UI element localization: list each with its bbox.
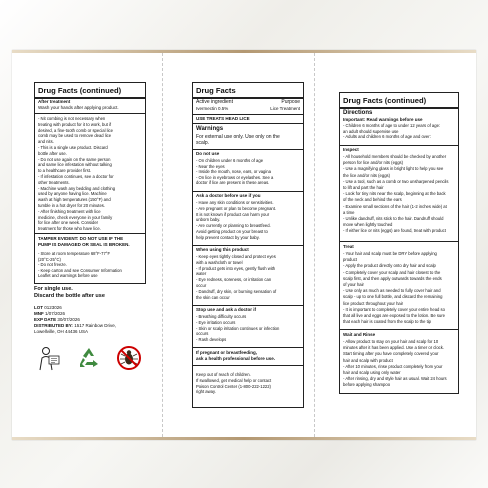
list-line: used by anyone having lice. Machine [38, 191, 107, 197]
divider [35, 113, 145, 114]
stop-use-label: Stop use and ask a doctor if [196, 307, 257, 312]
list-line: to a healthcare provider first. [38, 168, 92, 174]
list-line: - Eye irritation occurs [196, 319, 236, 325]
gold-top-stripe [12, 50, 476, 53]
distributor-line2: Lowellville, OH 44436 USA [34, 329, 89, 334]
list-line: - Inside the mouth, nose, ears, or vagina [196, 169, 271, 175]
list-line: hair and scalp using only water [343, 370, 401, 375]
list-line: - Allow product to stay on your hair and scalp for 10 [343, 339, 439, 344]
list-line: - Apply the product directly onto dry hair and scalp [343, 263, 436, 269]
list-line: - Are pregnant or plan to become pregnant. [196, 205, 277, 211]
list-line: and nits. [38, 139, 54, 145]
divider [193, 245, 303, 246]
divider [340, 107, 458, 109]
list-line: a time [343, 209, 355, 215]
product-label-sheet [12, 50, 476, 440]
list-line: the skin can occur [196, 294, 230, 300]
purpose-label: Purpose [281, 99, 300, 105]
divider [193, 149, 303, 150]
list-line: that all live and eggs are exposed to the lotion. Be sure [343, 313, 445, 318]
list-line: Leaflet and warnings before use [38, 273, 98, 279]
single-use-text: For single use. [34, 286, 73, 292]
divider [193, 191, 303, 192]
list-line: with a washcloth or towel [196, 259, 243, 265]
exp-line [34, 317, 80, 323]
list-line: - Use only as much as needed to fully cover hair and [343, 288, 441, 294]
list-line: of the neck and behind the ears [343, 197, 402, 203]
list-line: to lift and part the hair [343, 185, 384, 190]
list-line: - Use a magnifying glass in bright light to help you see [343, 166, 444, 172]
list-line: Avoid getting product on your breast to [196, 229, 268, 234]
list-line: wash at high temperatures (150°F) and [38, 197, 111, 203]
list-line: - On children under 6 months of age [196, 158, 264, 163]
divider [35, 233, 145, 234]
list-line: - After finishing treatment with lice [38, 208, 101, 214]
uses-label: USE TREATS HEAD LICE [196, 116, 250, 121]
box-title: Drug Facts (continued) [343, 96, 427, 105]
list-line: - Are currently or planning to breastfeed. [196, 223, 271, 229]
dist-label: DISTRIBUTED BY: [34, 323, 73, 328]
list-line: minutes after it has been applied. Use a timer or clock. [343, 345, 445, 351]
list-line: - If infestation continues, see a doctor for [38, 174, 114, 179]
list-line: treating with product for it to work, but if [38, 121, 112, 127]
list-line: right away. [196, 389, 216, 395]
list-line: desired, a fine-tooth comb or special lice [38, 127, 113, 133]
list-line: - Near the eyes [196, 163, 225, 169]
when-using-label: When using this product [196, 247, 249, 252]
list-line: tumble in a hot dryer for 20 minutes. [38, 203, 106, 208]
list-line: - Do not use again on the same person [38, 156, 111, 162]
list-line: hair and scalp with product [343, 357, 393, 363]
divider [340, 241, 458, 242]
list-line: Poison Control Center (1-800-222-1222) [196, 383, 271, 389]
dist-value: 1517 Rainbow Drive, [74, 323, 116, 328]
list-line: - On lice in eyebrows or eyelashes. See a [196, 174, 274, 180]
list-line: - Keep carton and see Consumer Information [38, 267, 122, 273]
wait-rinse-label: Wait and Rinse [343, 332, 376, 337]
list-line: person for lice and/or nits (eggs) [343, 160, 404, 166]
divider [193, 123, 303, 124]
list-line: and same lice infestation without talking [38, 162, 112, 168]
divider [340, 145, 458, 146]
list-line: - Breathing difficulty occurs [196, 314, 247, 319]
do-not-use-label: Do not use [196, 151, 220, 156]
list-line: bottle after use. [38, 150, 67, 156]
exp-value: 30/07/2026 [57, 317, 80, 322]
list-line: - Nit combing is not necessary when [38, 116, 106, 121]
warnings-text: For external use only. Use only on the [196, 134, 280, 140]
list-line: an adult should supervise use [343, 128, 399, 134]
important-note: Important: Read warnings before use [343, 117, 423, 122]
directions-label: Directions [343, 110, 373, 116]
list-line: - Examine small sections of the hair (1-2 inches wide) at [343, 203, 447, 209]
ingredient-name: Ivermectin 0.5% [196, 106, 229, 111]
list-line: If swallowed, get medical help or contact [196, 377, 272, 383]
list-line: - Look for tiny nits near the scalp, beginning at the back [343, 191, 446, 197]
divider [193, 305, 303, 306]
treat-label: Treat [343, 244, 354, 249]
list-line: for lice after one week. Consider [38, 220, 99, 226]
no-lice-icon [116, 345, 142, 371]
list-line: - Keep eyes tightly closed and protect eyes [196, 254, 276, 259]
list-line: treatment for those who have lice. [38, 226, 101, 232]
list-line: move when lightly touched [343, 222, 393, 228]
list-line: (20°C-25°C) [38, 256, 61, 262]
list-line: doctor if lice are present in these areas. [196, 180, 270, 186]
tamper-warning: TAMPER EVIDENT: DO NOT USE IF THE [38, 236, 124, 241]
mnf-label: MNF [34, 311, 44, 316]
list-line: product [343, 257, 357, 263]
lot-line [34, 305, 62, 311]
list-line: - If either lice or nits (eggs) are found, treat with product [343, 228, 446, 234]
list-line: - After 10 minutes, rinse product completely from your [343, 363, 443, 369]
tamper-warning-line2: PUMP IS DAMAGED OR SEAL IS BROKEN. [38, 242, 130, 247]
after-treatment-text: Wash your hands after applying product. [38, 105, 119, 110]
ask-doctor-label: Ask a doctor before use if you [196, 193, 261, 198]
list-line: other treatments. [38, 179, 70, 185]
list-line: lice product throughout your hair [343, 300, 404, 306]
list-line: before applying shampoo [343, 382, 391, 388]
discard-text: Discard the bottle after use [34, 293, 105, 299]
pregnancy-warning: If pregnant or breastfeeding, [196, 350, 258, 355]
recycle-icon [76, 345, 102, 371]
divider [340, 329, 458, 330]
list-line: - This is a single use product. Discard [38, 145, 108, 150]
list-line: - Completely cover your scalp and hair closest to the [343, 269, 441, 275]
list-line: - Do not freeze. [38, 262, 67, 268]
list-line: - Skin or scalp irritation continues or infection [196, 325, 280, 331]
mnf-value: 1/07/2026 [45, 311, 66, 316]
warnings-label: Warnings [196, 126, 224, 132]
inspect-label: Inspect [343, 147, 359, 152]
divider [193, 365, 303, 366]
list-line: - Your hair and scalp must be DRY before applying [343, 251, 437, 256]
list-line: occurs [196, 331, 209, 337]
list-line: - Adults and children 6 months of age and over: [343, 134, 431, 140]
fold-line [314, 53, 316, 437]
list-line: scalp - up to one full bottle, and discard the remaining [343, 294, 443, 300]
list-line: scalp first, and then apply outwards towards the ends [343, 275, 442, 281]
list-line: comb may be used to remove dead lice [38, 133, 112, 139]
list-line: It is not known if product can harm your [196, 211, 270, 217]
list-line: help prevent contact by your baby. [196, 234, 260, 240]
list-line: occur [196, 283, 207, 288]
exp-label: EXP DATE [34, 317, 57, 322]
list-line: - Dandruff, dry skin, or burning sensation of [196, 288, 277, 294]
list-line: - Machine wash any bedding and clothing [38, 185, 116, 191]
list-line: - Unlike dandruff, nits stick to the hair. Dandruff should [343, 216, 444, 221]
list-line: unborn baby. [196, 217, 221, 223]
list-line: - After rinsing, dry and style hair as usual. Wait 24 hours [343, 376, 447, 382]
box-title: Drug Facts [196, 86, 236, 95]
drug-facts-continued-box-right [339, 92, 459, 394]
list-line: - It is important to completely cover your entire head so [343, 306, 445, 312]
ingredient-purpose: Lice Treatment [270, 106, 300, 111]
list-line: - Store at room temperature 68°F-77°F [38, 251, 111, 256]
list-line: - Use a tool, such as a comb or two unsharpened pencils [343, 178, 449, 184]
list-line: water [196, 271, 207, 277]
list-line: that each hair is coated from the scalp to the tip [343, 319, 431, 325]
lot-label: LOT [34, 305, 43, 310]
list-line: - If product gets into eyes, gently flush with [196, 265, 276, 271]
distributor-line [34, 323, 116, 329]
fold-line [162, 53, 164, 437]
list-line: - Have any skin conditions or sensitivities. [196, 200, 274, 205]
pregnancy-warning-line2: ask a health professional before use. [196, 356, 276, 361]
list-line: of your hair [343, 282, 364, 287]
list-line: the lice and/or nits (eggs) [343, 172, 391, 178]
divider [193, 347, 303, 348]
list-line: Keep out of reach of children. [196, 372, 251, 377]
drug-facts-continued-box-left [34, 82, 146, 284]
divider [193, 114, 303, 115]
list-line: - Eye redness, soreness, or irritation can [196, 277, 272, 283]
active-ingredient-label: Active ingredient [196, 99, 233, 105]
drug-facts-box [192, 82, 304, 408]
lot-value: 0123026 [44, 305, 62, 310]
list-line: - All household members should be checked by another [343, 154, 447, 159]
mnf-line [34, 311, 65, 317]
list-line: Start timing after you have completely covered your [343, 351, 439, 357]
list-line: medicine, check everyone in your family [38, 214, 113, 220]
warnings-text-line2: scalp. [196, 140, 210, 146]
list-line: - Children 6 months of age to under 12 years of age: [343, 123, 441, 128]
gold-bottom-stripe [12, 437, 476, 440]
after-treatment-heading: After treatment [38, 99, 71, 104]
list-line: - Rash develops [196, 337, 227, 343]
box-title: Drug Facts (continued) [38, 86, 122, 95]
person-reading-leaflet-icon [34, 346, 64, 372]
